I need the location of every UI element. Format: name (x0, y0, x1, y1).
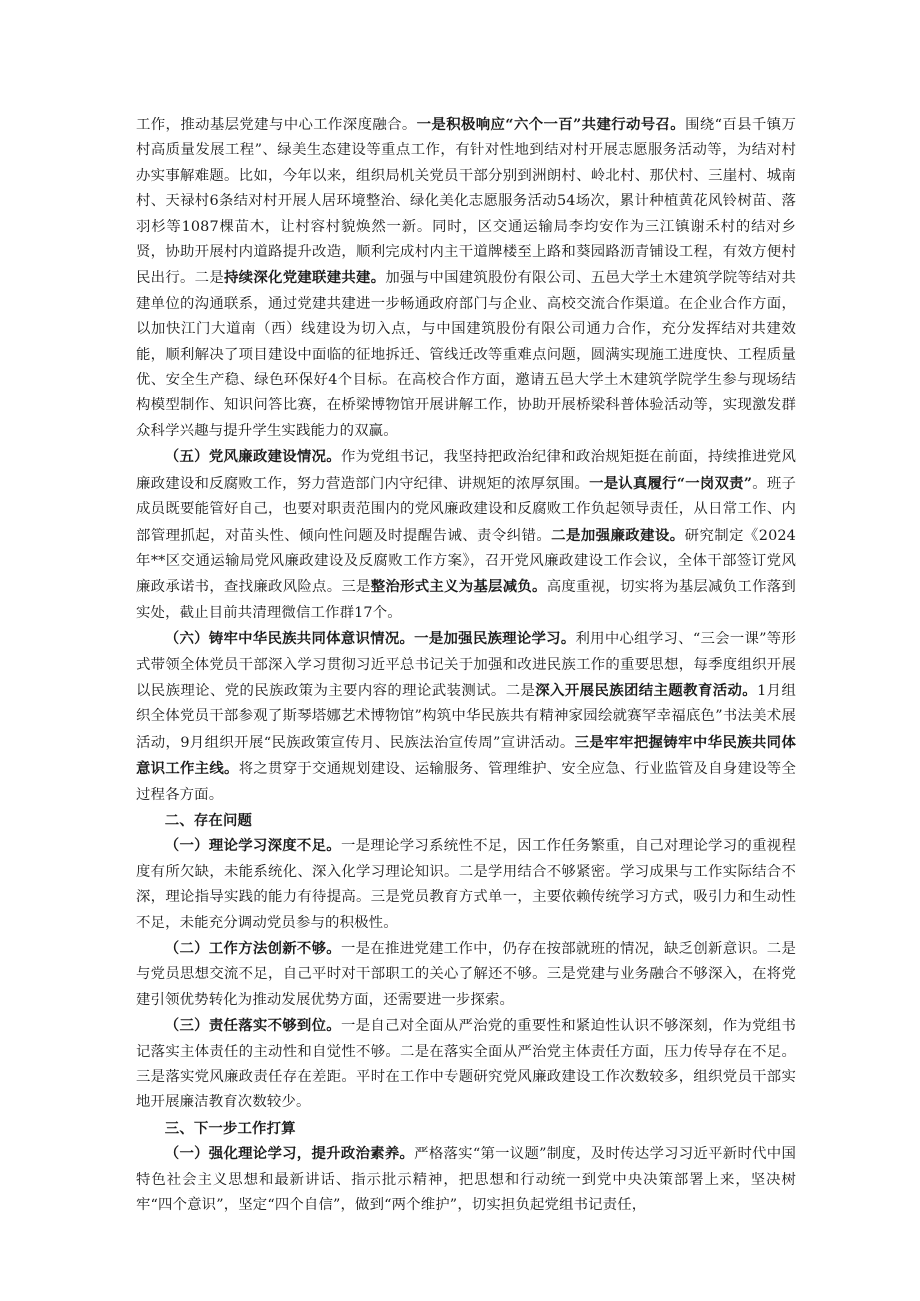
text-run: 加强与中国建筑股份有限公司、五邑大学土木建筑学院等结对共建单位的沟通联系，通过党建共建进一步畅通政府部门与企业、高校交流合作渠道。在企业合作方面，以加快江门大道南（西）线建设为切入点，与中国建筑股份有限公司通力合作，充分发挥结对共建效能，顺利解决了项目建设中面临的征地拆迁、管线迁改等重难点问题，圆满实现施工进度快、工程质量优、安全生产稳、绿色环保好4个目标。在高校合作方面，邀请五邑大学土木建筑学院学生参与现场结构模型制作、知识问答比赛，在桥梁博物馆开展讲解工作，协助开展桥梁科普体验活动等，实现激发群众科学兴趣与提升学生实践能力的双赢。 (136, 270, 797, 439)
paragraph-national-unity (136, 626, 796, 808)
paragraph-problem-1 (136, 833, 796, 936)
subheading-problem-3: （三）责任落实不够到位。 (164, 1017, 341, 1035)
paragraph-problem-2 (136, 936, 796, 1013)
text-run: 一是在推进党建工作中，仍存在按部就班的情况，缺乏创新意识。二是与党员思想交流不足，自己平时对干部职工的关心了解还不够。三是党建与业务融合不够深入，在将党建引领优势转化为推动发展优势方面，还需要进一步探索。 (136, 941, 796, 1008)
heading-existing-problems: 二、存在问题 (164, 811, 253, 829)
section-heading-6: （六）铸牢中华民族共同体意识情况。一是加强民族理论学习。 (164, 630, 576, 648)
text-run: 一是理论学习系统性不足，因工作任务繁重，自己对理论学习的重视程度有所欠缺，未能系统化、深入化学习理论知识。二是学用结合不够紧密。学习成果与工作实际结合不深，理论指导实践的能力有待提高。三是党员教育方式单一，主要依赖传统学习方式，吸引力和生动性不足，未能充分调动党员参与的积极性。 (136, 838, 796, 931)
bold-run: 一是积极响应“六个一百”共建行动号召。 (416, 116, 686, 133)
text-run: 作为党组书记，我坚持把政治纪律和政治规矩挺在前面，持续推进党风廉政建设和反腐败工作，努力营造部门内守纪律、讲规矩的浓厚氛围。 (136, 449, 796, 492)
subheading-problem-2: （二）工作方法创新不够。 (164, 940, 341, 957)
text-run: 严格落实“第一议题”制度，及时传达学习习近平新时代中国特色社会主义思想和最新讲话、指示批示精神，把思想和行动统一到党中央决策部署上来，坚决树牢“四个意识”，坚定“四个自信”，做到“两个维护”，切实担负起党组书记责任， (136, 1146, 796, 1214)
subheading-problem-1: （一）理论学习深度不足。 (164, 837, 341, 855)
bold-run: 整治形式主义为基层减负。 (370, 578, 547, 596)
bold-run: 持续深化党建联建共建。 (224, 269, 386, 287)
text-run: 将之贯穿于交通规划建设、运输服务、管理维护、安全应急、行业监管及自身建设等全过程各方面。 (136, 761, 796, 803)
document-body (136, 112, 796, 1218)
text-run: 高度重视，切实将为基层减负工作落到实处，截止目前共清理微信工作群17个。 (136, 579, 796, 621)
bold-run: 深入开展民族团结主题教育活动。 (535, 681, 758, 699)
bold-run: 二是加强廉政建设。 (551, 526, 685, 544)
paragraph-joint-construction (136, 112, 796, 444)
text-run: 研究制定《2024年**区交通运输局党风廉政建设及反腐败工作方案》，召开党风廉政建设工作会议，全体干部签订党风廉政承诺书，查找廉政风险点。三是 (136, 527, 796, 596)
section-heading-5: （五）党风廉政建设情况。 (164, 448, 341, 466)
text-run: 。班子成员既要能管好自己，也要对职责范围内的党风廉政建设和反腐败工作负起领导责任，从日常工作、内部管理抓起，对苗头性、倾向性问题及时提醒告诫、责令纠错。 (136, 475, 797, 544)
paragraph-next-step-1 (136, 1141, 796, 1218)
text-run: 一是自己对全面从严治党的重要性和紧迫性认识不够深刻，作为党组书记落实主体责任的主动性和自觉性不够。二是在落实全面从严治党主体责任方面，压力传导存在不足。三是落实党风廉政责任存在差距。平时在工作中专题研究党风廉政建设工作次数较多，组织党员干部实地开展廉洁教育次数较少。 (136, 1018, 796, 1111)
text-run: 工作，推动基层党建与中心工作深度融合。 (136, 117, 417, 133)
paragraph-problem-3 (136, 1013, 796, 1116)
text-run: 1月组织全体党员干部参观了斯琴塔娜艺术博物馆”构筑中华民族共有精神家园绘就赛罕幸福底色”书法美术展活动，9月组织开展“民族政策宣传月、民族法治宣传周”宣讲活动。 (136, 682, 796, 751)
heading-next-steps: 三、下一步工作打算 (164, 1119, 296, 1137)
paragraph-integrity-building (136, 444, 796, 626)
bold-run: 三是牢牢把握铸牢中华民族共同体意识工作主线。 (136, 733, 796, 778)
subheading-next-step-1: （一）强化理论学习，提升政治素养。 (164, 1145, 415, 1163)
text-run: 围绕“百县千镇万村高质量发展工程”、绿美生态建设等重点工作，有针对性地到结对村开展志愿服务活动等，为结对村办实事解难题。比如，今年以来，组织局机关党员干部分别到洲朗村、岭北村、那伏村、三崖村、城南村、天禄村6条结对村开展人居环境整治、绿化美化志愿服务活动54场次，累计种植黄花风铃树苗、落羽杉等1087棵苗木，让村容村貌焕然一新。同时，区交通运输局李均安作为三江镇谢禾村的结对乡贤，协助开展村内道路提升改造，顺利完成村内主干道牌楼至上路和葵园路沥青铺设工程，有效方便村民出行。二是 (136, 117, 796, 287)
text-run: 利用中心组学习、“三会一课”等形式带领全体党员干部深入学习贯彻习近平总书记关于加强和改进民族工作的重要思想，每季度组织开展以民族理论、党的民族政策为主要内容的理论武装测试。二是 (136, 631, 796, 699)
bold-run: 一是认真履行“一岗双责” (589, 474, 753, 492)
